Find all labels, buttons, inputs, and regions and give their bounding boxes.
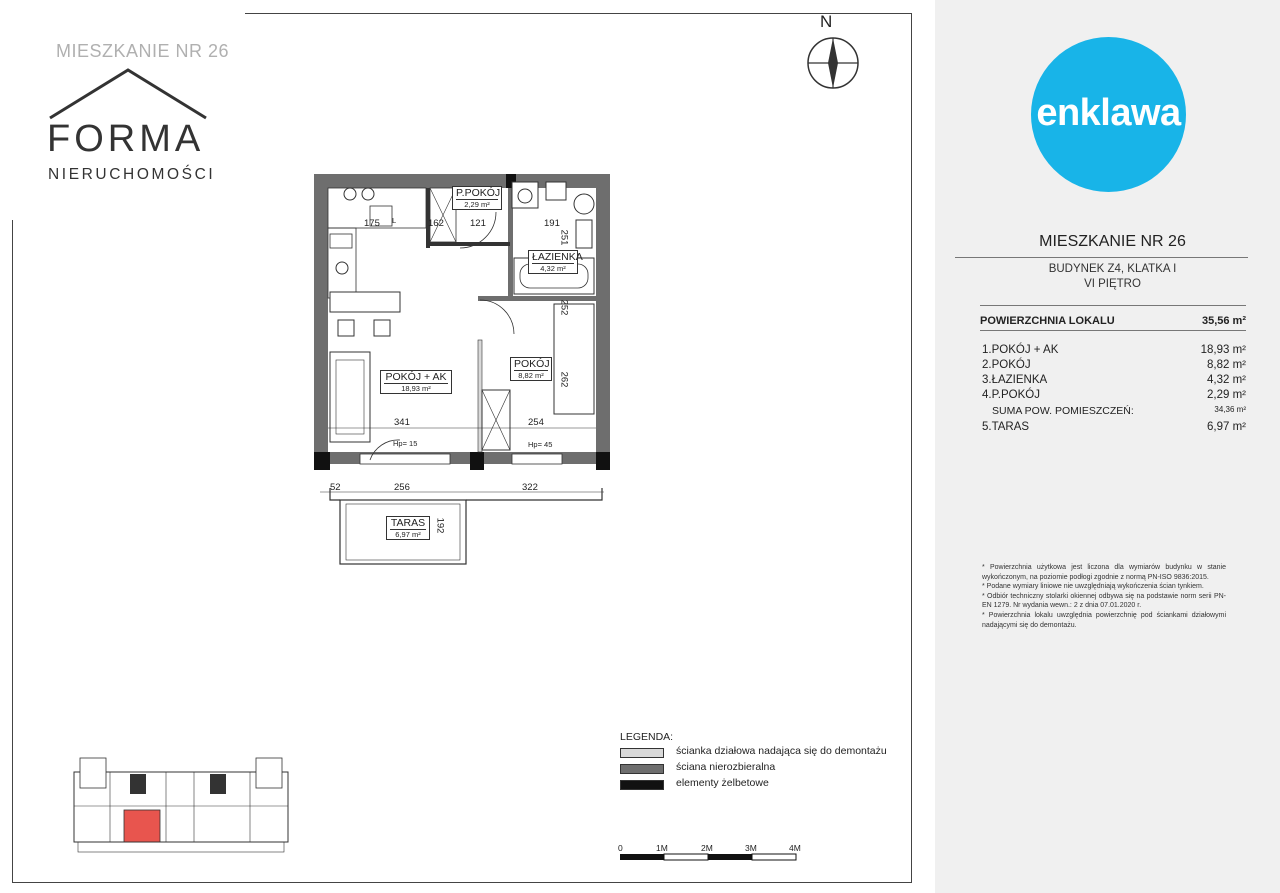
info-building <box>955 262 1270 292</box>
legend-item-partition: ścianka działowa nadająca się do demontażu <box>676 745 887 757</box>
info-notes <box>982 563 1226 630</box>
dim-162: 162 <box>428 218 444 229</box>
compass-icon <box>806 36 860 90</box>
info-room-row: 3.ŁAZIENKA 4,32 m² <box>982 374 1246 386</box>
scale-label-4m: 4M <box>789 843 801 853</box>
info-room-row: 4.P.POKÓJ 2,29 m² <box>982 389 1246 401</box>
legend-item-concrete: elementy żelbetowe <box>676 777 769 789</box>
room-label-pokoj: POKÓJ 8,82 m² <box>510 357 552 381</box>
logo-text: enklawa <box>1036 92 1181 134</box>
scale-label-0: 0 <box>618 843 623 853</box>
brand-apartment-label: MIESZKANIE NR 26 <box>56 41 230 61</box>
info-room-row: 5.TARAS 6,97 m² <box>982 421 1246 433</box>
dim-322: 322 <box>522 482 538 493</box>
brand-company-name: FORMA <box>47 118 205 160</box>
info-apartment-title: MIESZKANIE NR 26 <box>1039 233 1186 250</box>
dim-192: 192 <box>434 517 446 534</box>
note: * Powierzchnia użytkowa jest liczona dla wymiarów budynku w stanie wykończonym, na poziomie podłogi zgodnie z normą PN-ISO 9836:2015. <box>982 564 1226 581</box>
info-room-sum: SUMA POW. POMIESZCZEŃ: 34,36 m² <box>992 405 1246 417</box>
window-height-hp45: Hp= 45 <box>528 440 553 449</box>
room-label-taras: TARAS 6,97 m² <box>386 516 430 540</box>
dim-251: 251 <box>558 229 570 246</box>
divider <box>980 305 1246 306</box>
scale-label-2m: 2M <box>701 843 713 853</box>
key-plan <box>70 752 292 862</box>
dim-121: 121 <box>470 218 486 229</box>
legend-swatch-partition <box>620 748 664 758</box>
legend-title: LEGENDA: <box>620 731 674 743</box>
info-building-line1: BUDYNEK Z4, KLATKA I <box>1048 263 1177 275</box>
key-plan-highlight <box>124 810 160 842</box>
dim-52: 52 <box>330 482 341 493</box>
legend-item-wall: ściana nierozbieralna <box>676 761 776 773</box>
dim-254: 254 <box>528 417 544 428</box>
dim-341: 341 <box>394 417 410 428</box>
window-height-hp15: Hp= 15 <box>393 439 418 448</box>
info-room-row: 1.POKÓJ + AK 18,93 m² <box>982 344 1246 356</box>
room-label-ppokoj: P.POKÓJ 2,29 m² <box>452 186 502 210</box>
room-label-pokoj-ak: POKÓJ + AK 18,93 m² <box>380 370 452 394</box>
compass-label: N <box>820 12 833 31</box>
legend-swatch-wall <box>620 764 664 774</box>
scale-bar <box>618 852 802 864</box>
info-room-row: 2.POKÓJ 8,82 m² <box>982 359 1246 371</box>
scale-label-3m: 3M <box>745 843 757 853</box>
info-building-line2: VI PIĘTRO <box>1084 278 1141 290</box>
divider <box>980 330 1246 331</box>
room-label-lazienka: ŁAZIENKA 4,32 m² <box>528 250 578 274</box>
note: * Powierzchnia lokalu uwzględnia powierzchnię pod ściankami działowymi nadającymi się do demontażu. <box>982 611 1226 629</box>
floor-plan <box>300 170 620 580</box>
brand-company-sub: NIERUCHOMOŚCI <box>48 166 216 183</box>
roof-icon <box>48 66 208 122</box>
legend-swatch-concrete <box>620 780 664 790</box>
dim-262: 262 <box>558 371 570 388</box>
dim-l: L <box>392 216 397 225</box>
note: * Podane wymiary liniowe nie uwzględniają wykończenia ścian tynkiem. <box>982 583 1204 591</box>
info-area-label: POWIERZCHNIA LOKALU <box>980 315 1115 327</box>
dim-175: 175 <box>364 218 380 229</box>
dim-252: 252 <box>558 299 570 316</box>
enklawa-logo <box>1031 37 1186 192</box>
forma-logo <box>0 0 245 220</box>
divider <box>955 257 1248 258</box>
info-area-value: 35,56 m² <box>1201 315 1246 327</box>
dim-191: 191 <box>544 218 560 229</box>
dim-256: 256 <box>394 482 410 493</box>
note: * Odbiór techniczny stolarki okiennej odbywa się na podstawie norm serii PN-EN 1279. Nr wydania wewn.: 2 z dnia 07.01.2020 r. <box>982 592 1226 610</box>
scale-label-1m: 1M <box>656 843 668 853</box>
